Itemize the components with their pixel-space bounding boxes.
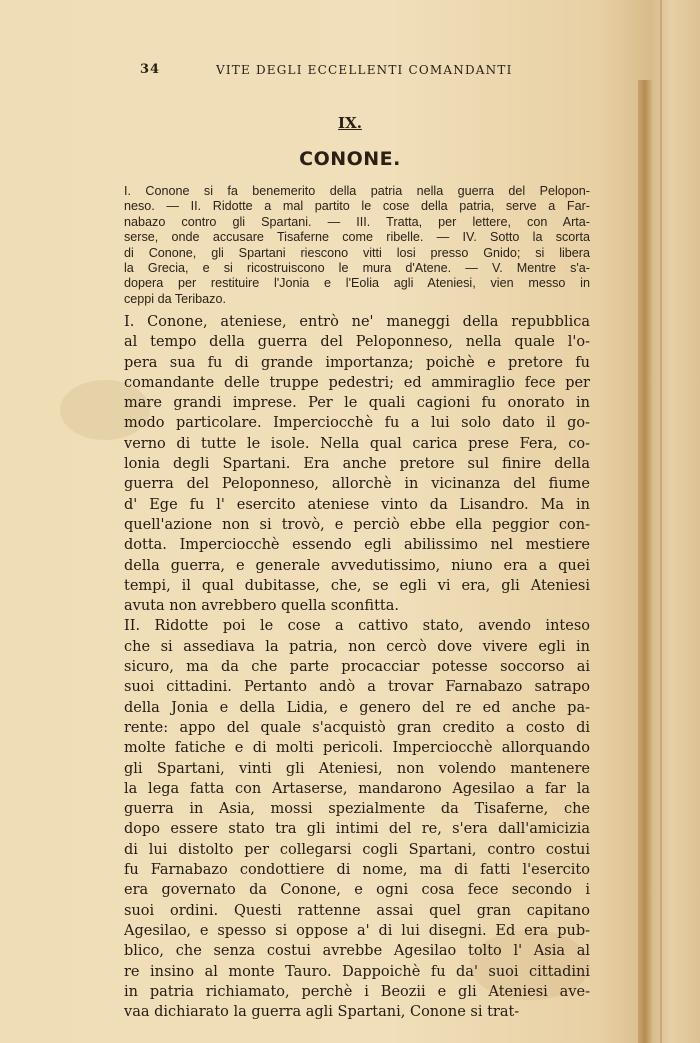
body-line: della Jonia e della Lidia, e genero del re ed anche pa- <box>124 699 590 716</box>
summary-line: neso. — II. Ridotte a mal partito le cose della patria, serve a Far- <box>124 199 590 214</box>
summary-line: ceppi da Teribazo. <box>124 291 226 306</box>
body-line: tempi, il qual dubitasse, che, se egli vi era, gli Ateniesi <box>124 577 590 594</box>
body-line: vaa dichiarato la guerra agli Spartani, Conone si trat- <box>124 1004 520 1021</box>
body-line: II. Ridotte poi le cose a cattivo stato, avendo inteso <box>124 618 590 635</box>
summary-line: serse, onde accusare Tisaferne come ribelle. — IV. Sotto la scorta <box>124 230 590 245</box>
running-head: VITE DEGLI ECCELLENTI COMANDANTI <box>216 63 513 77</box>
body-line: avuta non avrebbero quella sconfitta. <box>124 598 399 615</box>
body-line: gli Spartani, vinti gli Ateniesi, non volendo mantenere <box>124 760 590 777</box>
body-line: mare grandi imprese. Per le quali cagioni fu onorato in <box>124 395 590 412</box>
page-number: 34 <box>140 62 161 77</box>
body-line: d' Ege fu l' esercito ateniese vinto da Lisandro. Ma in <box>124 496 590 513</box>
page-edge <box>638 80 652 1043</box>
summary-line: nabazo contro gli Spartani. — III. Tratta, per lettere, con Arta- <box>124 214 590 229</box>
body-line: verno di tutte le isole. Nella qual carica prese Fera, co- <box>124 435 590 452</box>
body-line: quell'azione non si trovò, e perciò ebbe ella peggior con- <box>124 516 590 533</box>
body-line: suoi ordini. Questi rattenne assai quel gran capitano <box>124 902 590 919</box>
chapter-number: IX. <box>338 114 362 132</box>
summary-line: dopera per restituire l'Jonia e l'Eolia agli Ateniesi, vien messo in <box>124 276 590 291</box>
body-line: fu Farnabazo condottiere di nome, ma di fatti l'esercito <box>124 862 590 879</box>
body-line: suoi cittadini. Pertanto andò a trovar Farnabazo satrapo <box>124 679 590 696</box>
chapter-title: CONONE. <box>299 148 401 170</box>
body-line: blico, che senza costui avrebbe Agesilao tolto l' Asia al <box>124 943 590 960</box>
body-line: modo particolare. Imperciocchè fu a lui solo dato il go- <box>124 415 590 432</box>
body-line: comandante delle truppe pedestri; ed ammiraglio fece per <box>124 374 590 391</box>
body-text <box>124 312 590 1022</box>
chapter-summary <box>124 184 590 307</box>
summary-line: la Grecia, e si ricostruiscono le mura d'Atene. — V. Mentre s'a- <box>124 261 590 276</box>
body-line: dopo essere stato tra gli intimi del re, s'era dall'amicizia <box>124 821 590 838</box>
summary-line: I. Conone si fa benemerito della patria nella guerra del Pelopon- <box>124 184 590 198</box>
summary-line: di Conone, gli Spartani riescono vitti losi presso Gnido; si libera <box>124 245 590 260</box>
body-line: lonia degli Spartani. Era anche pretore sul finire della <box>124 456 590 473</box>
body-line: guerra del Peloponneso, allorchè in vicinanza del fiume <box>124 476 590 493</box>
body-line: al tempo della guerra del Peloponneso, nella quale l'o- <box>124 334 590 351</box>
body-line: re insino al monte Tauro. Dappoichè fu da' suoi cittadini <box>124 963 590 980</box>
body-line: era governato da Conone, e ogni cosa fece secondo i <box>124 882 590 899</box>
body-line: in patria richiamato, perchè i Beozii e gli Ateniesi ave- <box>124 983 590 1000</box>
body-line: Agesilao, e spesso si oppose a' di lui disegni. Ed era pub- <box>124 922 590 939</box>
body-line: la lega fatta con Artaserse, mandarono Agesilao a far la <box>124 780 590 797</box>
body-line: della guerra, e generale avvedutissimo, niuno era a quei <box>124 557 590 574</box>
body-line: molte fatiche e di molti pericoli. Imperciocchè allorquando <box>124 740 590 757</box>
body-line: I. Conone, ateniese, entrò ne' maneggi della repubblica <box>124 314 590 330</box>
body-line: dotta. Imperciocchè essendo egli abilissimo nel mestiere <box>124 537 590 554</box>
body-line: pera sua fu di grande importanza; poichè e pretore fu <box>124 354 590 371</box>
body-line: che si assediava la patria, non cercò dove vivere egli in <box>124 638 590 655</box>
body-line: guerra in Asia, mossi spezialmente da Tisaferne, che <box>124 801 590 818</box>
body-line: sicuro, ma da che parte procacciar potesse soccorso ai <box>124 659 590 676</box>
body-line: di lui distolto per collegarsi cogli Spartani, contro costui <box>124 841 590 858</box>
body-line: rente: appo del quale s'acquistò gran credito a costo di <box>124 719 590 736</box>
page-header <box>140 62 540 84</box>
